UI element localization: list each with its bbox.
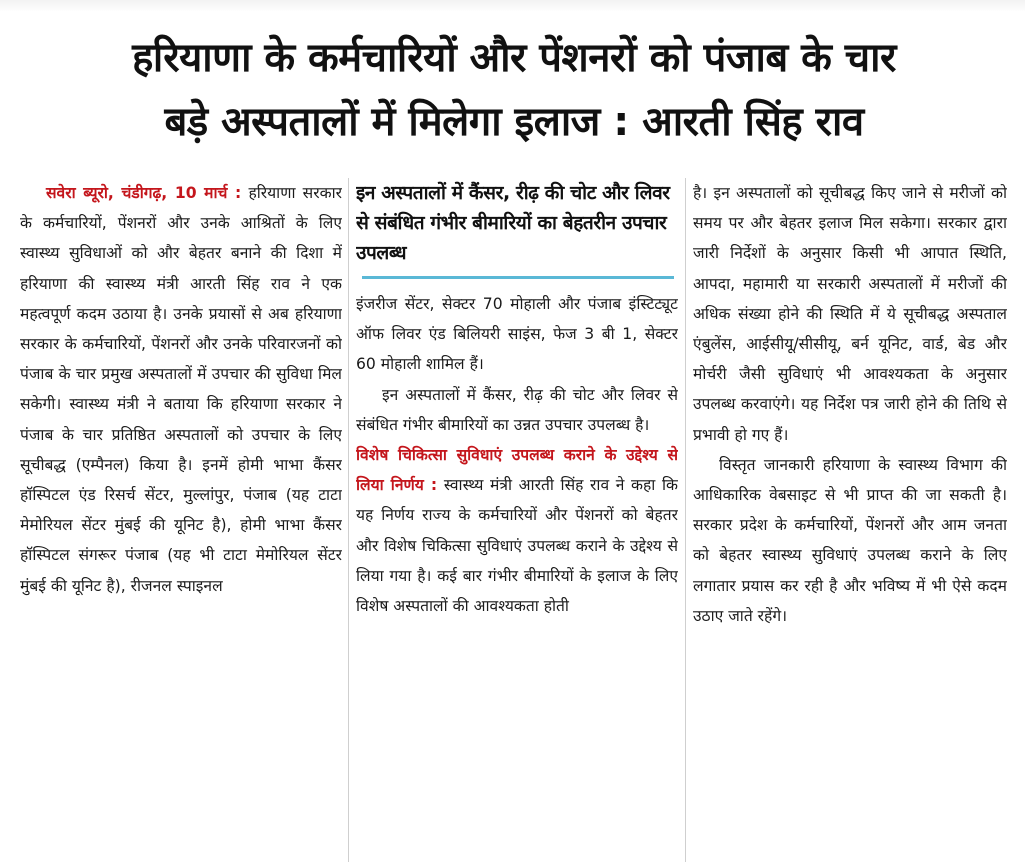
column-2-paragraph-1: इंजरीज सेंटर, सेक्टर 70 मोहाली और पंजाब इंस्टिट्यूट ऑफ लिवर एंड बिलियरी साइंस, फेज 3 बी 1, सेक्टर 60 मोहाली शामिल हैं। [356,295,678,374]
top-page-strip [0,0,1025,12]
red-subheading: विशेष चिकित्सा सुविधाएं उपलब्ध कराने के उद्देश्य से लिया निर्णय : [356,446,678,495]
article-column-2 [356,178,678,862]
column-divider-1 [348,178,349,862]
article-column-1 [20,178,342,862]
dateline: सवेरा ब्यूरो, चंडीगढ़, 10 मार्च : [46,184,242,202]
subheading: इन अस्पतालों में कैंसर, रीढ़ की चोट और लिवर से संबंधित गंभीर बीमारियों का बेहतरीन उपचार उपलब्ध [356,182,670,264]
column-2-paragraph-2: इन अस्पतालों में कैंसर, रीढ़ की चोट और लिवर से संबंधित गंभीर बीमारियों का उन्नत उपचार उपलब्ध है। [356,385,678,434]
subheading-rule [362,276,674,279]
column-2-paragraph-3 [356,440,678,621]
column-3-paragraph-2: विस्तृत जानकारी हरियाणा के स्वास्थ्य विभाग की आधिकारिक वेबसाइट से भी प्राप्त की जा सकती है। सरकार प्रदेश के कर्मचारियों, पेंशनरों और आम जनता को बेहतर स्वास्थ्य सुविधाएं उपलब्ध कराने के लिए लगातार प्रयास कर रही है और भविष्य में भी ऐसे कदम उठाए जाते रहेंगे। [693,455,1007,625]
headline-line-1: हरियाणा के कर्मचारियों और पेंशनरों को पंजाब के चार [132,35,896,81]
headline-line-2: बड़े अस्पतालों में मिलेगा इलाज : आरती सिंह राव [164,99,864,145]
column-3-paragraph-1: है। इन अस्पतालों को सूचीबद्ध किए जाने से मरीजों को समय पर और बेहतर इलाज मिल सकेगा। सरकार द्वारा जारी निर्देशों के अनुसार किसी भी आपात स्थिति, आपदा, महामारी या सरकारी अस्पतालों में मरीजों की अधिक संख्या होने की स्थिति में ये सूचीबद्ध अस्पताल एंबुलेंस, आईसीयू/सीसीयू, बर्न यूनिट, वार्ड, बेड और मोर्चरी जैसी सुविधाएं भी आवश्यकता के अनुसार उपलब्ध करवाएंगे। यह निर्देश पत्र जारी होने की तिथि से प्रभावी हो गए हैं। [693,184,1007,444]
headline [18,26,1010,154]
column-divider-2 [685,178,686,862]
column-2-paragraph-3-text: स्वास्थ्य मंत्री आरती सिंह राव ने कहा कि यह निर्णय राज्य के कर्मचारियों और पेंशनरों को बेहतर और विशेष चिकित्सा सुविधाएं उपलब्ध कराने के उद्देश्य से लिया गया है। कई बार गंभीर बीमारियों के इलाज के लिए विशेष अस्पतालों की आवश्यकता होती [356,476,678,616]
column-1-paragraph [20,178,342,601]
column-1-text: हरियाणा सरकार के कर्मचारियों, पेंशनरों और उनके आश्रितों के लिए स्वास्थ्य सुविधाओं को और बेहतर बनाने की दिशा में हरियाणा की स्वास्थ्य मंत्री आरती सिंह राव ने एक महत्वपूर्ण कदम उठाया है। उनके प्रयासों से अब हरियाणा सरकार के कर्मचारियों, पेंशनरों और उनके परिवारजनों को पंजाब के चार प्रमुख अस्पतालों में उपचार की सुविधा मिल सकेगी। स्वास्थ्य मंत्री ने बताया कि हरियाणा सरकार ने पंजाब के चार प्रतिष्ठित अस्पतालों को उपचार के लिए सूचीबद्ध (एम्पैनल) किया है। इनमें होमी भाभा कैंसर हॉस्पिटल एंड रिसर्च सेंटर, मुल्लांपुर, पंजाब (यह टाटा मेमोरियल सेंटर मुंबई की यूनिट है), होमी भाभा कैंसर हॉस्पिटल संगरूर पंजाब (यह भी टाटा मेमोरियल सेंटर मुंबई की यूनिट है), रीजनल स्पाइनल [20,184,342,595]
article-column-3 [693,178,1007,862]
